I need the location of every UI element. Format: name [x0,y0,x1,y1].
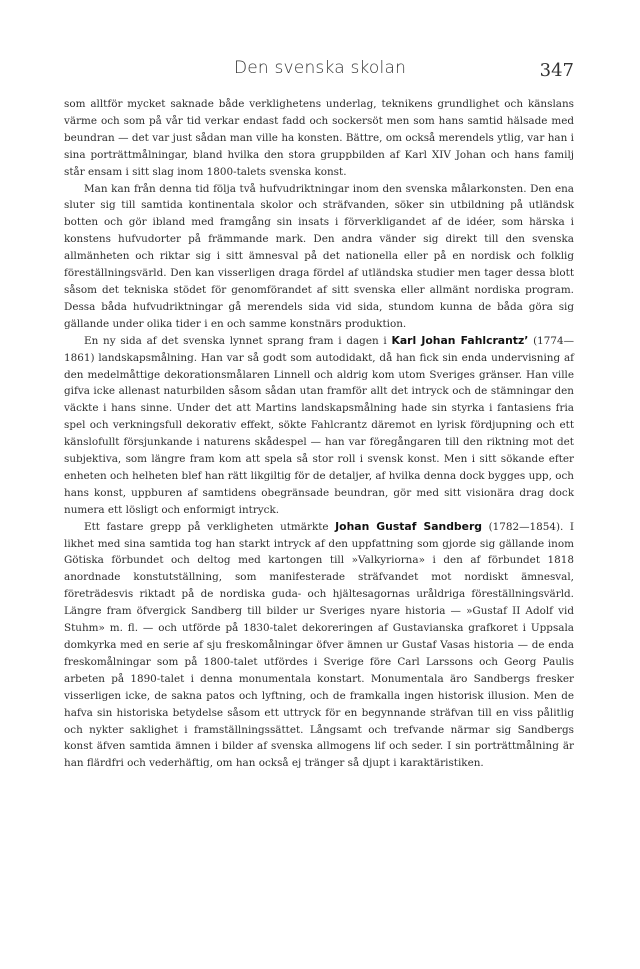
paragraph-2: Man kan från denna tid följa två hufvudriktningar inom den svenska målarkonsten. Den ena sluter sig till samtida kontinentala skolor och sträfvanden, söker sin utbildning på utländsk botten och gör ibland med framgång sin insats i förverkligandet af de idéer, som härska i konstens hufvudorter på främmande mark. Den andra vänder sig direkt till den svenska allmänheten och riktar sig i sitt ämnesval på det nationella eller på en nordisk och folklig föreställningsvärld. Den kan visserligen draga fördel af utländska studier men tager dessa blott såsom det tekniska stödet för genomförandet af sitt svenska eller allmänt nordiska program. Dessa båda hufvudriktningar gå merendels sida vid sida, stundom kunna de båda göra sig gällande under olika tider i en och samme konstnärs produktion. [64,182,574,330]
page-header [66,58,574,82]
page-number: 347 [539,60,574,81]
paragraph-3-lead: En ny sida af det svenska lynnet sprang fram i dagen i [84,334,392,347]
artist-name-fahlcrantz: Karl Johan Fahlcrantz’ [391,333,529,347]
paragraph-4-rest: (1782—1854). I likhet med sina samtida tog han starkt intryck af den uppfattning som gjorde sig gällande inom Götiska förbundet och deltog med kartongen till »Valkyriorna» i den af förbundet 1818 anordnade konstutställning, som manifesterade sträfvandet mot nordiskt ämnesval, företrädesvis riktadt på de nordiska guda- och hjältesagornas uråldriga föreställningsvärld. Längre fram öfvergick Sandberg till bilder ur Sveriges nyare historia — »Gustaf II Adolf vid Stuhm» m. fl. — och utförde på 1830-talet dekoreringen af Gustavianska grafkoret i Uppsala domkyrka med en serie af sju freskomålningar öfver ämnen ur Gustaf Vasas historia — de enda freskomålningar som på 1800-talet utfördes i Sverige före Carl Larssons och Georg Paulis arbeten på 1890-talet i denna monumentala konstart. Monumentala äro Sandbergs fresker visserligen icke, de sakna patos och lyftning, och de framkalla ingen historisk illusion. Men de hafva sin historiska betydelse såsom ett uttryck för en begynnande sträfvan till en viss pålitlig och nykter saklighet i framställningssättet. Långsamt och trefvande närmar sig Sandbergs konst äfven samtida ämnen i bilder af svenska allmogens lif och seder. I sin porträttmålning är han flärdfri och vederhäftig, om han också ej tränger så djupt i karaktäristiken. [64,520,574,770]
paragraph-4-lead: Ett fastare grepp på verkligheten utmärkte [84,520,336,533]
running-title: Den svenska skolan [233,58,407,78]
paragraph-4 [64,519,574,773]
paragraph-1: som alltför mycket saknade både verklighetens underlag, teknikens grundlighet och känslans värme och som på vår tid verkar endast fadd och sockersöt men som hans samtid hälsade med beundran — det var just sådan man ville ha konsten. Bättre, om också merendels ytlig, var han i sina porträttmålningar, bland hvilka den stora gruppbilden af Karl XIV Johan och hans familj står ensam i sitt slag inom 1800-talets svenska konst. [64,98,574,178]
paragraph-3-rest: (1774—1861) landskapsmålning. Han var så godt som autodidakt, då han fick sin enda undervisning af den medelmåttige dekorationsmålaren Linnell och aldrig kom utom Sveriges gränser. Han ville gifva icke allenast naturbilden såsom sådan utan framför allt det intryck och de stämningar den väckte i hans sinne. Under det att Martins landskapsmålning hade sin styrka i fantasiens fria spel och verkningsfull dekorativ effekt, sökte Fahlcrantz däremot en lyrisk fördjupning och ett känslofullt försjunkande i naturens skådespel — han var föregångaren till den riktning mot det subjektiva, som längre fram kom att spela så stor roll i svensk konst. Men i sitt sökande efter enheten och helheten blef han rätt likgiltig för de detaljer, af hvilka denna dock bygges upp, och hans konst, uppburen af samtidens obegränsade beundran, gör med sitt visionära drag dock numera ett lösligt och enformigt intryck. [64,334,574,516]
body-text [64,96,574,772]
artist-name-sandberg: Johan Gustaf Sandberg [335,519,483,533]
paragraph-3 [64,333,574,519]
